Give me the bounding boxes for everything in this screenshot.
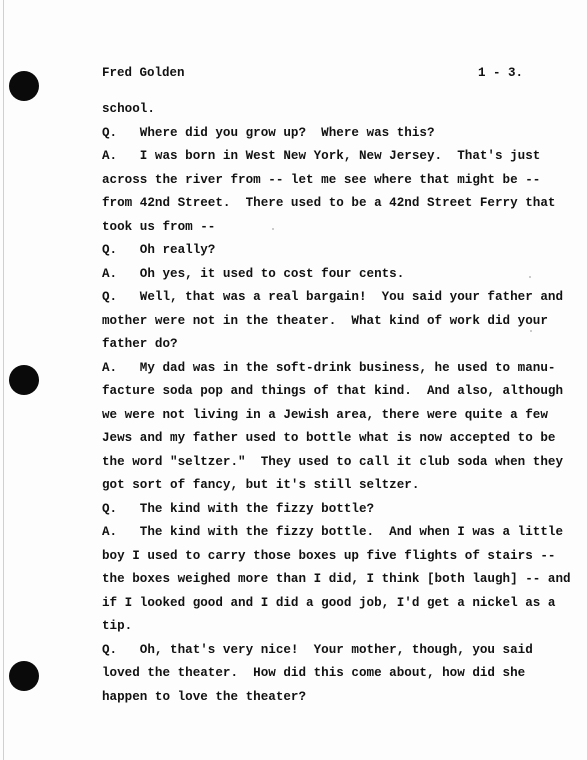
transcript-line: Q. Oh really? (102, 243, 216, 257)
transcript-line: Q. Well, that was a real bargain! You said your father and (102, 290, 564, 304)
paper-speck (529, 276, 531, 278)
transcript-line: Q. Where did you grow up? Where was this? (102, 125, 435, 140)
transcript-line: A. My dad was in the soft-drink business, he used to manu- (102, 360, 556, 375)
transcript-line: A. I was born in West New York, New Jersey. That's just (102, 149, 541, 163)
transcript-line: if I looked good and I did a good job, I'd get a nickel as a (102, 595, 556, 610)
transcript-line: the word "seltzer." They used to call it club soda when they (102, 454, 564, 469)
transcript-line: facture soda pop and things of that kind. And also, although (102, 384, 564, 398)
transcript-line: across the river from -- let me see where that might be -- (102, 172, 541, 187)
transcript-line: Q. Oh, that's very nice! Your mother, though, you said (102, 642, 533, 657)
transcript-body (102, 102, 571, 713)
page-edge (3, 0, 4, 760)
transcript-line: loved the theater. How did this come about, how did she (102, 666, 526, 680)
transcript-line: mother were not in the theater. What kind of work did your (102, 313, 548, 328)
binder-hole-middle (9, 365, 39, 395)
transcript-line: Q. The kind with the fizzy bottle? (102, 501, 375, 516)
paper-speck (272, 228, 274, 230)
transcript-line: A. The kind with the fizzy bottle. And when I was a little (102, 525, 564, 539)
transcript-line: the boxes weighed more than I did, I think [both laugh] -- and (102, 572, 571, 586)
transcript-line: school. (102, 102, 155, 116)
header-page-number: 1 - 3. (478, 66, 524, 80)
binder-hole-bottom (9, 661, 39, 691)
transcript-line: happen to love the theater? (102, 689, 307, 704)
transcript-line: got sort of fancy, but it's still seltzer. (102, 478, 420, 492)
transcript-line: tip. (102, 619, 133, 633)
binder-hole-top (9, 71, 39, 101)
transcript-line: we were not living in a Jewish area, there were quite a few (102, 407, 548, 422)
paper-speck (530, 330, 532, 332)
transcript-line: Jews and my father used to bottle what is now accepted to be (102, 431, 556, 445)
transcript-line: from 42nd Street. There used to be a 42nd Street Ferry that (102, 196, 556, 210)
transcript-line: boy I used to carry those boxes up five flights of stairs -- (102, 548, 556, 563)
header-interviewee-name: Fred Golden (102, 66, 185, 80)
transcript-line: took us from -- (102, 219, 216, 234)
transcript-line: father do? (102, 337, 178, 351)
transcript-line: A. Oh yes, it used to cost four cents. (102, 266, 405, 281)
